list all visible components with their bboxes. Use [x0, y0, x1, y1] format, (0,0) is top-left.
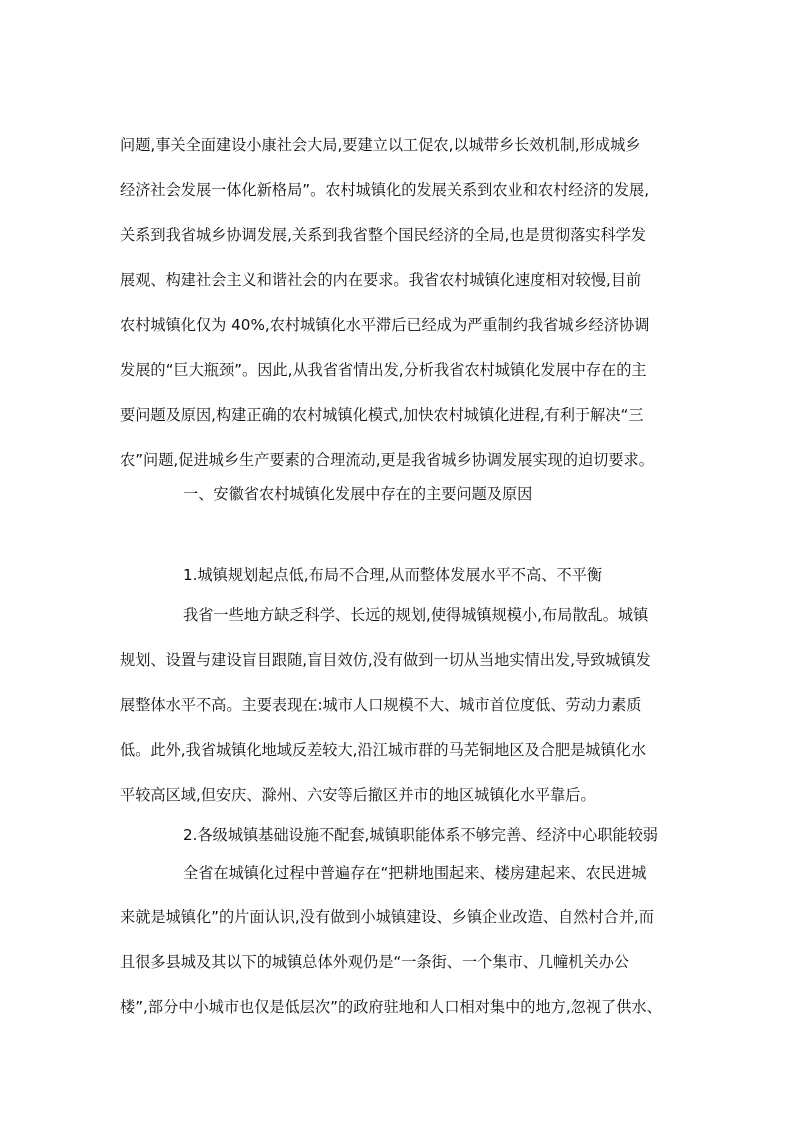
- sub2-line-2: 来就是城镇化”的片面认识,没有做到小城镇建设、乡镇企业改造、自然村合并,而: [120, 908, 654, 926]
- intro-line-4: 展观、构建社会主义和谐社会的内在要求。我省农村城镇化速度相对较慢,目前: [120, 271, 642, 289]
- sub1-line-2: 规划、设置与建设盲目跟随,盲目效仿,没有做到一切从当地实情出发,导致城镇发: [120, 651, 651, 669]
- intro-line-6: 发展的“巨大瓶颈”。因此,从我省省情出发,分析我省农村城镇化发展中存在的主: [120, 361, 647, 379]
- intro-line-1: 问题,事关全面建设小康社会大局,要建立以工促农,以城带乡长效机制,形成城乡: [120, 136, 641, 154]
- intro-line-2: 经济社会发展一体化新格局”。农村城镇化的发展关系到农业和农村经济的发展,: [120, 181, 650, 199]
- sub2-line-1: 全省在城镇化过程中普遍存在“把耕地围起来、楼房建起来、农民进城: [183, 864, 647, 882]
- sub1-line-1: 我省一些地方缺乏科学、长远的规划,使得城镇规模小,布局散乱。城镇: [183, 606, 649, 624]
- intro-line-3: 关系到我省城乡协调发展,关系到我省整个国民经济的全局,也是贯彻落实科学发: [120, 226, 647, 244]
- section-heading: 一、安徽省农村城镇化发展中存在的主要问题及原因: [183, 485, 533, 503]
- intro-line-7: 要问题及原因,构建正确的农村城镇化模式,加快农村城镇化进程,有利于解决“三: [120, 406, 644, 424]
- sub1-line-3: 展整体水平不高。主要表现在:城市人口规模不大、城市首位度低、劳动力素质: [120, 696, 642, 714]
- subsection-1-title: 1.城镇规划起点低,布局不合理,从而整体发展水平不高、不平衡: [183, 566, 603, 584]
- sub2-line-4: 楼”,部分中小城市也仅是低层次”的政府驻地和人口相对集中的地方,忽视了供水、: [120, 998, 662, 1016]
- subsection-2-title: 2.各级城镇基础设施不配套,城镇职能体系不够完善、经济中心职能较弱: [183, 826, 658, 844]
- intro-line-5: 农村城镇化仅为 40%,农村城镇化水平滞后已经成为严重制约我省城乡经济协调: [120, 316, 650, 334]
- sub1-line-5: 平较高区域,但安庆、滁州、六安等后撤区并市的地区城镇化水平靠后。: [120, 786, 596, 804]
- sub2-line-3: 且很多县城及其以下的城镇总体外观仍是“一条街、一个集市、几幢机关办公: [120, 953, 630, 971]
- sub1-line-4: 低。此外,我省城镇化地域反差较大,沿江城市群的马芜铜地区及合肥是城镇化水: [120, 741, 647, 759]
- intro-line-8: 农”问题,促进城乡生产要素的合理流动,更是我省城乡协调发展实现的迫切要求。: [120, 451, 654, 469]
